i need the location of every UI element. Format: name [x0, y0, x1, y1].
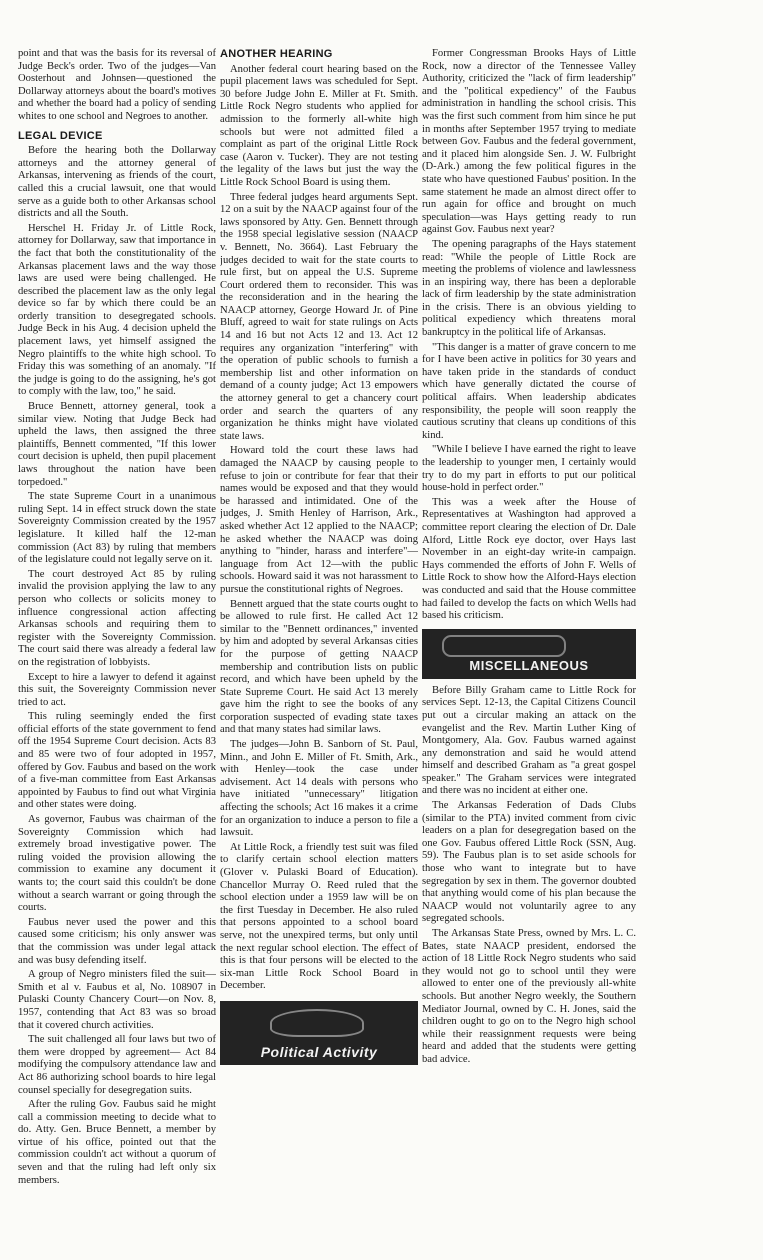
paragraph: The opening paragraphs of the Hays statement read: "While the people of Little Rock are meeting the problems of violence and lawlessness in an inspiring way, there has been a deplorable lack of firm leadership by the state administration in the crisis. There is an obvious yielding to political expediency which threatens moral bankruptcy in the political life of Arkansas. — [422, 238, 636, 339]
banner-label: MISCELLANEOUS — [469, 658, 589, 674]
paragraph: "While I believe I have earned the right to leave the leadership to younger men, I certainly would try to do my part in efforts to put our political house-hold in perfect order." — [422, 444, 636, 494]
paragraph: At Little Rock, a friendly test suit was filed to clarify certain school election matters (Glover v. Pulaski Board of Education). Chancellor Murray O. Reed ruled that the school election under a 1959 law will be on the first Tuesday in December. He also ruled that persons appointed to a school board serve, not the unexpired terms, but only until the next regular school election. The effect of this is that four persons will be elected to the six-man Little Rock School Board in December. — [220, 841, 418, 992]
paragraph: The Arkansas Federation of Dads Clubs (similar to the PTA) invited comment from civic leaders on a plan for desegregation based on the one Gov. Faubus offered Little Rock (SSN, Aug. 59). The Faubus plan is to set aside schools for those who want to integrate but to have segregation by sex in them. The governor doubted that anything would come of his plan because the NAACP would not voluntarily agree to any segregated schools. — [422, 800, 636, 925]
paragraph: The suit challenged all four laws but two of them were dropped by agreement— Act 84 modifying the compulsory attendance law and Act 86 authorizing school boards to hire legal counsel specially for desegregation suits. — [18, 1034, 216, 1096]
paragraph: Before Billy Graham came to Little Rock for services Sept. 12-13, the Capital Citizens Council put out a circular making an attack on the evangelist and the Rev. Martin Luther King of Montgomery, Ala. Gov. Faubus warned against any demonstration and said he would attend himself and described Graham as "a great gospel speaker." The Graham services were integrated and there was no incident at either one. — [422, 684, 636, 797]
paragraph: Except to hire a lawyer to defend it against this suit, the Sovereignty Commission never tried to act. — [18, 671, 216, 708]
paragraph: A group of Negro ministers filed the suit—Smith et al v. Faubus et al, No. 108907 in Pulaski County Chancery Court—on Nov. 8, 1957, contending that Act 83 was so broad that it covered church activities. — [18, 969, 216, 1031]
section-heading-another-hearing: ANOTHER HEARING — [220, 48, 333, 60]
paragraph: point and that was the basis for its reversal of Judge Beck's order. Two of the judges—Van Oosterhout and Johnsen—questioned the Dollarway attorneys about the board's motives and whether the board had a policy of sending whites to one school and Negroes to another. — [18, 48, 216, 122]
column-right — [422, 48, 636, 1220]
paragraph: Three federal judges heard arguments Sept. 12 on a suit by the NAACP against four of the laws sponsored by Atty. Gen. Bennett through the 1958 special legislative session (NAACP v. Bennett, No. 3664). Last February the judges decided to wait for the state courts to rule first, but on appeal the U.S. Supreme Court ordered them to reconsider. This was the reconsideration and in the hearing the NAACP attorney, George Howard Jr. of Pine Bluff, agreed to wait for state rulings on Acts 14 and 16 but not Acts 12 and 13. Act 12 requires any organization "interfering" with the operation of public schools to furnish a membership list and other information on demand of a county judge; Act 13 empowers the attorney general to get a chancery court order and search the quarters of any organization he thinks might have violated state laws. — [220, 191, 418, 442]
paragraph: Herschel H. Friday Jr. of Little Rock, attorney for Dollarway, saw that importance in the fact that both the constitutionality of the Arkansas placement laws and the way those laws are used were being challenged. He described the placement law as the only legal device so far by which there could be an orderly transition to desegregated schools. Judge Beck in his Aug. 4 decision upheld the placement laws, yet himself assigned the Negro plaintiffs to the white high school. To Friday this was something of an anomaly. "If the judge is going to do the assigning, he's got to comply with the law, too," he said. — [18, 222, 216, 398]
miscellaneous-banner — [422, 629, 636, 679]
paragraph: Former Congressman Brooks Hays of Little Rock, now a director of the Tennessee Valley Authority, criticized the "lack of firm leadership" and the "political expediency" of the Faubus administration in handling the school crisis. This was the first such comment from him since he put in months after September 1957 trying to mediate between Gov. Faubus and the federal government, and it placed him alongside Sen. J. W. Fulbright (D-Ark.) among the few political figures in the state who have questioned Faubus' position. In the same statement he made an almost direct offer to run again for office and brought on much speculation—was Hays getting ready to run against Gov. Faubus next year? — [422, 48, 636, 236]
paragraph: Howard told the court these laws had damaged the NAACP by causing people to refuse to join or contribute for fear that their names would be exposed and that they would be harassed and intimidated. One of the judges, J. Smith Henley of Harrison, Ark., asked whether Act 12 applied to the NAACP; he asked whether the NAACP was doing anything to "hinder, harass and interfere"—language from Act 12—with the public schools. Howard said it was not harassment to pursue the constitutional rights of Negroes. — [220, 445, 418, 595]
political-activity-banner — [220, 1001, 418, 1065]
paragraph: The Arkansas State Press, owned by Mrs. L. C. Bates, state NAACP president, endorsed the action of 18 Little Rock Negro students who said they would not go to school until they were allowed to enter one of the previously all-white schools. But another Negro weekly, the Southern Mediator Journal, owned by C. H. Jones, said the children ought to go on to the Negro high school while their reassignment requests were being heard and added that the students were getting bad advice. — [422, 928, 636, 1065]
banner-label: Political Activity — [260, 1044, 378, 1061]
paragraph: As governor, Faubus was chairman of the Sovereignty Commission which had extremely broad investigative power. The ruling voided the provision allowing the commission to examine any document it wants to; the court said this couldn't be done without a search warrant or going through the courts. — [18, 814, 216, 914]
column-middle — [220, 48, 418, 1220]
paragraph: After the ruling Gov. Faubus said he might call a commission meeting to decide what to do. Atty. Gen. Bruce Bennett, a member by virtue of his office, pointed out that the commission couldn't act without a quorum of seven and that the ruling had left only six members. — [18, 1099, 216, 1186]
paragraph: Bennett argued that the state courts ought to be allowed to rule first. He called Act 12 similar to the "Bennett ordinances," invented by him and adopted by several Arkansas cities for the purpose of getting NAACP membership and contribution lists on public record, and which have been upheld by the State Supreme Court. He said Act 13 merely gave him the right to see the books of any corporation suspected of evading state taxes and that many states had similar laws. — [220, 598, 418, 736]
paragraph: Bruce Bennett, attorney general, took a similar view. Noting that Judge Beck had upheld the laws, then assigned the three plaintiffs, Bennett commented, "If this lower court decision is upheld, then pupil placement laws throughout the nation have been torpedoed." — [18, 401, 216, 488]
paragraph: Before the hearing both the Dollarway attorneys and the attorney general of Arkansas, intervening as friends of the court, called this a crucial lawsuit, one that would serve as a guide both to other Arkansas school districts and all the South. — [18, 145, 216, 220]
paragraph: The court destroyed Act 85 by ruling invalid the provision applying the law to any person who collects or solicits money to influence congressional action affecting Arkansas schools and requiring them to register with the Sovereignty Commission. The court said there was already a federal law on the registration of lobbyists. — [18, 568, 216, 668]
column-left — [18, 48, 216, 1220]
paragraph: Another federal court hearing based on the pupil placement laws was scheduled for Sept. 30 before Judge John E. Miller at Ft. Smith. Little Rock Negro students who applied for admission to the formerly all-white high schools but were not admitted filed a complaint as part of the original Little Rock case (Aaron v. Tucker). They are not testing the legality of the laws but just the way the Little Rock School Board is using them. — [220, 63, 418, 188]
paragraph: This ruling seemingly ended the first official efforts of the state government to fend off the 1954 Supreme Court decision. Acts 83 and 85 were two of four adopted in 1957, offered by Gov. Faubus and based on the work of a five-man committee from East Arkansas appointed by Faubus to find out what Virginia and other states were doing. — [18, 711, 216, 811]
paragraph: "This danger is a matter of grave concern to me for I have been active in politics for 30 years and have taken pride in the standards of conduct which have generally dictated the course of political affairs. When leadership abdicates responsibility, the people will soon reapply the cautious scrutiny that cleans up conditions of this kind. — [422, 341, 636, 441]
paragraph: The judges—John B. Sanborn of St. Paul, Minn., and John E. Miller of Ft. Smith, Ark., with Henley—took the case under advisement. Act 14 deals with persons who have initiated "unnecessary" litigation affecting the schools; Act 16 makes it a crime for an organization to induce a person to file a lawsuit. — [220, 739, 418, 839]
banner-illustration — [442, 635, 566, 657]
paragraph: The state Supreme Court in a unanimous ruling Sept. 14 in effect struck down the state Sovereignty Commission created by the 1957 legislature. It killed half the 12-man commission (Act 83) by ruling that members of the legislature could not legally serve on it. — [18, 491, 216, 566]
paragraph: Faubus never used the power and this caused some criticism; his only answer was that the commission was under legal attack and was busy defending itself. — [18, 916, 216, 966]
section-heading-legal-device: LEGAL DEVICE — [18, 129, 103, 142]
paragraph: This was a week after the House of Representatives at Washington had approved a committee report clearing the election of Dr. Dale Alford, Little Rock eye doctor, over Hays last November in an eight-day write-in campaign. Hays commended the efforts of John F. Wells of Little Rock to show how the Alford-Hays election was conducted and said that the House committee had failed to develop the facts on which Wells had based his criticism. — [422, 496, 636, 622]
donkey-elephant-illustration — [270, 1009, 364, 1037]
